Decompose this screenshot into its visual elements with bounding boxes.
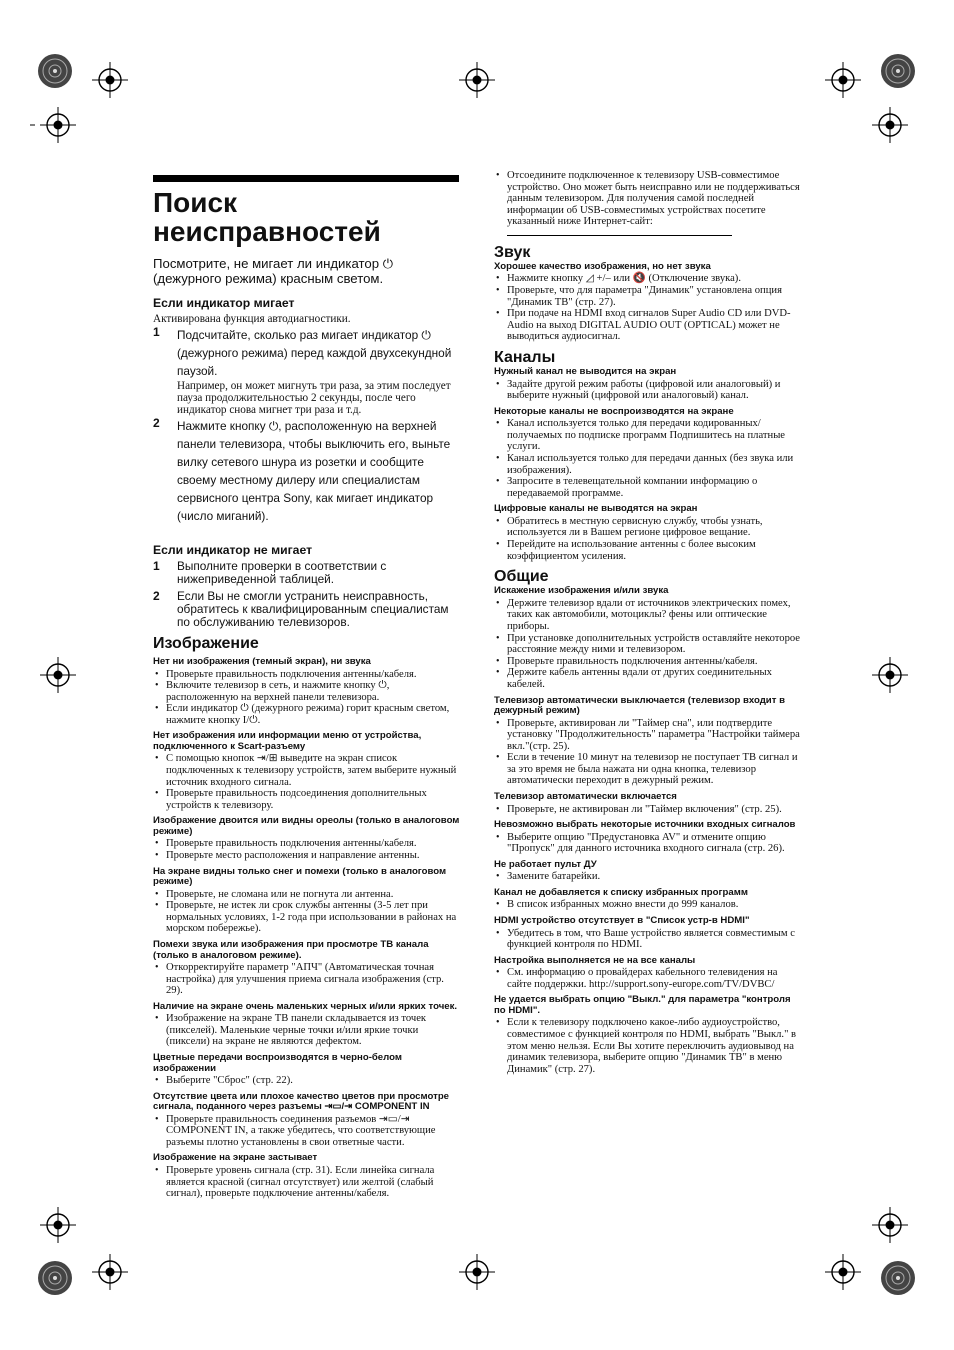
solution-list [153,669,461,727]
right-column [494,170,804,1075]
solution-item: • Откорректируйте параметр "АПЧ" (Автоматическая точная настройка) для улучшения приема сигнала изображения (стр. 29). [153,962,461,997]
blinking-step [153,326,461,416]
step-text: Если Вы не смогли устранить неисправность, обратитесь к квалифицированным специалистам по обслуживанию телевизоров. [177,589,449,629]
solution-item: • С помощью кнопок ⇥/⊞ выведите на экран список подключенных к телевизору устройств, затем выберите нужный источник входного сигнала. [153,753,461,788]
solution-list [153,889,461,935]
blinking-desc: Активирована функция автодиагностики. [153,313,351,325]
intro-text: Посмотрите, не мигает ли индикатор ⏻ (дежурного режима) красным светом. [153,256,394,286]
solution-item: • Проверьте, активирован ли "Таймер сна", или подтвердите установку "Продолжительность" параметра "Настройки таймера вкл."(стр. 25). [494,718,804,753]
solution-list [494,598,804,691]
solution-list [494,1017,804,1075]
solution-item: • Проверьте, что для параметра "Динамик" установлена опция "Динамик ТВ" (стр. 27). [494,285,804,308]
solution-list [153,1114,461,1149]
not-blinking-step [153,560,461,586]
problem-title: Некоторые каналы не воспроизводятся на экране [494,405,734,417]
left-column [153,175,461,1200]
section-heading-sound: Звук [494,243,531,261]
solution-item: • Проверьте правильность подключения антенны/кабеля. [153,669,461,681]
problem-title: Нужный канал не выводится на экран [494,366,677,378]
solution-item: • Проверьте правильность соединения разъемов ⇥▭/⇥ COMPONENT IN, а также убедитесь, что соответствующие разъемы плотно установлены в свои ответные части. [153,1114,461,1149]
solution-list [494,928,804,951]
problem-title: Нет ни изображения (темный экран), ни звука [153,656,371,667]
problem-title: Изображение на экране застывает [153,1152,318,1164]
solution-list [153,1013,461,1048]
problem-title: Наличие на экране очень маленьких черных и/или ярких точек. [153,1000,458,1012]
solution-item: • Проверьте место расположения и направление антенны. [153,850,461,862]
solution-list [153,1075,461,1087]
solution-list [494,418,804,499]
solution-list [494,718,804,788]
solution-item: • При установке дополнительных устройств оставляйте некоторое расстояние между ними и телевизором. [494,633,804,656]
not-blinking-heading: Если индикатор не мигает [153,543,313,557]
solution-list [153,838,461,861]
problem-title: HDMI устройство отсутствует в "Список устр-в HDMI" [494,915,750,927]
solution-item: • См. информацию о провайдерах кабельного телевидения на сайте поддержки. http://support.sony-europe.com/TV/DVBC/ [494,967,804,990]
solution-item: • Задайте другой режим работы (цифровой или аналоговый) и выберите нужный (цифровой или аналоговый) канал. [494,379,804,402]
solution-list [494,273,804,343]
section-heading-image: Изображение [153,635,259,652]
solution-item: • Выберите опцию "Предустановка AV" и отмените опцию "Пропуск" для данного источника входного сигнала (стр. 26). [494,832,804,855]
page-title [153,188,461,246]
solution-item: • Проверьте, не истек ли срок службы антенны (3-5 лет при нормальных условиях, 1-2 года при использовании в районах на морском побережье). [153,900,461,935]
solution-item: • Проверьте уровень сигнала (стр. 31). Если линейка сигнала является красной (сигнал отсутствует) или желтой (слабый сигнал), проверьте подключение антенны/кабеля. [153,1165,461,1200]
solution-item: • Убедитесь в том, что Ваше устройство является совместимым с функцией контроля по HDMI. [494,928,804,951]
usb-solution-list [494,170,804,228]
solution-item: • При подаче на HDMI вход сигналов Super Audio CD или DVD-Audio на выход DIGITAL AUDIO OUT (OPTICAL) может не выводиться аудиосигнал. [494,308,804,343]
problem-title: Изображение двоится или видны ореолы (только в аналоговом режиме) [153,815,460,837]
blinking-step [153,417,461,525]
solution-item: • Проверьте правильность подключения антенны/кабеля. [494,656,804,668]
solution-item: • Канал используется только для передачи кодированных/получаемых по подписке программ Подпишитесь на платные услуги. [494,418,804,453]
solution-item: • В список избранных можно внести до 999 каналов. [494,899,804,911]
step-number: 2 [153,589,160,603]
problem-title: На экране видны только снег и помехи (только в аналоговом режиме) [153,865,447,888]
solution-list [494,804,804,816]
problem-title: Канал не добавляется к списку избранных программ [494,886,748,898]
solution-item: • Проверьте, не сломана или не погнута ли антенна. [153,889,461,901]
page-title-line1: Поиск [153,187,238,218]
problem-title: Невозможно выбрать некоторые источники входных сигналов [494,819,796,831]
problem-title: Хорошее качество изображения, но нет звука [494,260,711,272]
solution-list [153,753,461,811]
problem-title: Искажение изображения и/или звука [494,585,669,597]
problem-title: Телевизор автоматически включается [494,791,677,803]
solution-item: • Проверьте, не активирован ли "Таймер включения" (стр. 25). [494,804,804,816]
solution-item: • Включите телевизор в сеть, и нажмите кнопку ⏻, расположенную на верхней панели телевизора. [153,680,461,703]
solution-list [494,899,804,911]
step-number: 2 [153,416,160,430]
solution-item: • Выберите "Сброс" (стр. 22). [153,1075,461,1087]
title-rule [153,175,459,182]
solution-item: • Проверьте правильность подсоединения дополнительных устройств к телевизору. [153,788,461,811]
not-blinking-step [153,590,461,629]
solution-item: • Если индикатор ⏻ (дежурного режима) горит красным светом, нажмите кнопку I/⏻. [153,703,461,726]
problem-title: Настройка выполняется не на все каналы [494,954,696,966]
solution-list [494,379,804,402]
solution-item: • Изображение на экране ТВ панели складывается из точек (пикселей). Маленькие черные точки и/или яркие точки (пиксели) на экране не являются дефектом. [153,1013,461,1048]
solution-list [494,516,804,562]
solution-list [153,1165,461,1200]
solution-item: • Запросите в телевещательной компании информацию о передаваемой программе. [494,476,804,499]
solution-item: • Если в течение 10 минут на телевизор не поступает ТВ сигнал и за это время не была нажата ни одна кнопка, телевизор автоматически переходит в дежурный режим. [494,752,804,787]
solution-item: • Замените батарейки. [494,871,804,883]
problem-title: Цветные передачи воспроизводятся в черно-белом изображении [153,1052,402,1074]
section-heading-channels: Каналы [494,349,556,367]
url-placeholder-line [507,235,732,236]
solution-list [494,832,804,855]
step-text: Выполните проверки в соответствии с нижеприведенной таблицей. [177,559,387,586]
solution-list [494,967,804,990]
solution-list [153,962,461,997]
solution-item: • Нажмите кнопку ◿ +/– или 🔇 (Отключение звука). [494,273,804,285]
solution-list [494,871,804,883]
solution-item: • Проверьте правильность подключения антенны/кабеля. [153,838,461,850]
solution-item: • Канал используется только для передачи данных (без звука или изображения). [494,453,804,476]
solution-item: • Если к телевизору подключено какое-либо аудиоустройство, совместимое с функцией контроля по HDMI, выбрать "Выкл." в этом меню нельзя. Если Вы хотите переключить аудиовывод на динамик телевизора, выберите опцию "Динамик ТВ" в меню Динамик" (стр. 27). [494,1017,804,1075]
problem-title: Не удается выбрать опцию "Выкл." для параметра "контроля по HDMI". [494,994,791,1016]
problem-title: Телевизор автоматически выключается (телевизор входит в дежурный режим) [494,694,785,716]
solution-item: • Отсоедините подключенное к телевизору USB-совместимое устройство. Оно может быть неисправно или не поддерживаться данным телевизором. Для получения самой последней информации об USB-совместимых устройствах посетите указанный ниже Интернет-сайт: [494,170,804,228]
problem-title: Нет изображения или информации меню от устройства, подключенного к Scart-разъему [153,730,422,752]
problem-title: Цифровые каналы не выводятся на экран [494,503,698,515]
blinking-heading: Если индикатор мигает [153,296,295,310]
step-note: Например, он может мигнуть три раза, за этим последует пауза продолжительностью 2 секунды, после чего индикатор снова мигнет три раза и т.д. [177,380,451,416]
step-text: Нажмите кнопку ⏻, расположенную на верхней панели телевизора, чтобы выключить его, выньте вилку сетевого шнура из розетки и сообщите своему местному дилеру или специалистам сервисного центра Sony, как мигает индикатор (число миганий). [177,419,451,523]
problem-title: Помехи звука или изображения при просмотре ТВ канала (только в аналоговом режиме). [153,939,429,961]
step-number: 1 [153,325,160,339]
solution-item: • Перейдите на использование антенны с более высоким коэффициентом усиления. [494,539,804,562]
solution-item: • Держите телевизор вдали от источников электрических помех, таких как автомобили, мотоциклы? фены или оптические приборы. [494,598,804,633]
page-title-line2: неисправностей [153,216,381,247]
problem-title: Не работает пульт ДУ [494,858,597,870]
step-text: Подсчитайте, сколько раз мигает индикатор ⏻ (дежурного режима) перед каждой двухсекундной паузой. [177,328,452,378]
section-heading-general: Общие [494,568,549,586]
problem-title: Отсутствие цвета или плохое качество цветов при просмотре сигнала, поданного через разъемы ⇥▭/⇥ COMPONENT IN [153,1090,450,1113]
solution-item: • Держите кабель антенны вдали от других соединительных кабелей. [494,667,804,690]
solution-item: • Обратитесь в местную сервисную службу, чтобы узнать, используется ли в Вашем регионе цифровое вещание. [494,516,804,539]
step-number: 1 [153,559,160,573]
